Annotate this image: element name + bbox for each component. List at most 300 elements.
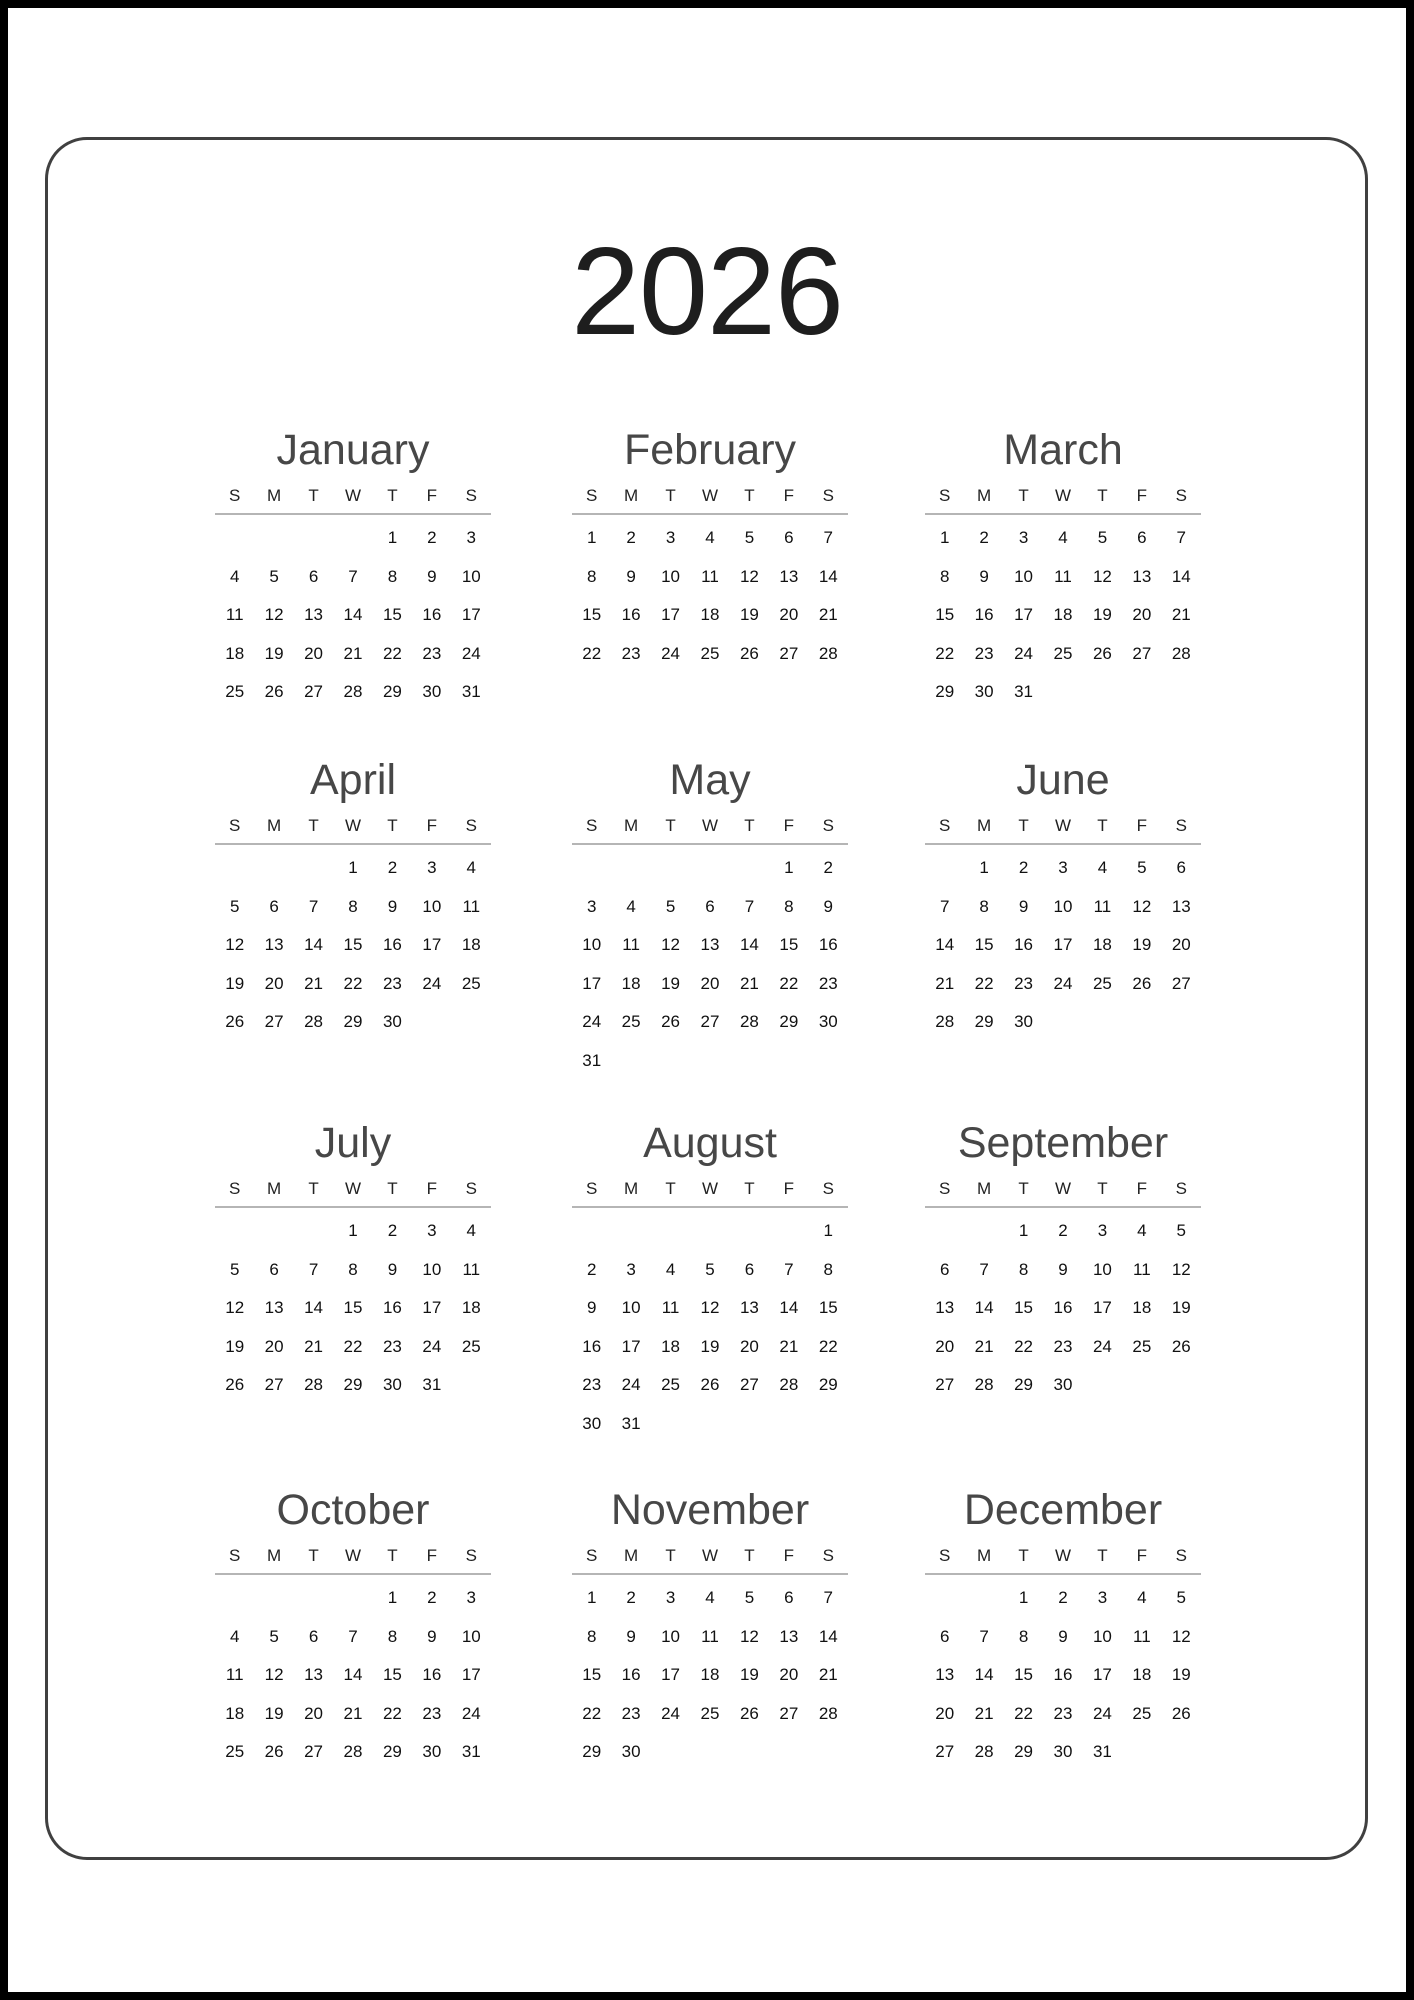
- day-cell: 16: [382, 1298, 402, 1318]
- day-grid: [215, 1208, 491, 1405]
- empty-day-cell: [254, 1579, 293, 1618]
- day-cell: 23: [818, 973, 838, 993]
- day-cell: 27: [304, 1742, 324, 1762]
- day-cell: 4: [665, 1259, 676, 1279]
- day-cell: 20: [935, 1703, 955, 1723]
- day-cell: 5: [269, 1626, 279, 1646]
- weekday-header-row: [572, 1539, 848, 1575]
- day-cell: 7: [979, 1259, 989, 1279]
- day-cell: 23: [422, 1703, 442, 1723]
- day-cell: 5: [1097, 528, 1108, 547]
- empty-day-cell: [651, 849, 690, 888]
- day-cell: 14: [343, 605, 363, 625]
- day-cell: 29: [1014, 1375, 1034, 1395]
- day-cell: 11: [225, 605, 244, 625]
- day-cell: 7: [823, 1588, 833, 1607]
- weekday-label: S: [586, 1179, 598, 1198]
- weekday-label: T: [665, 486, 676, 505]
- day-cell: 7: [348, 1626, 358, 1646]
- day-cell: 21: [343, 1703, 363, 1723]
- month-december: [925, 1485, 1201, 1772]
- day-cell: 15: [382, 605, 402, 625]
- day-cell: 11: [462, 1259, 481, 1279]
- weekday-label: F: [1136, 486, 1148, 505]
- weekday-label: F: [1136, 816, 1148, 835]
- empty-day-cell: [730, 849, 769, 888]
- day-cell: 7: [1176, 528, 1186, 547]
- month-january: [215, 425, 491, 712]
- weekday-header-row: [572, 809, 848, 845]
- day-grid: [925, 1208, 1201, 1405]
- day-cell: 8: [586, 1626, 597, 1646]
- weekday-label: S: [586, 486, 598, 505]
- month-title: February: [623, 426, 797, 474]
- day-cell: 19: [661, 973, 681, 993]
- weekday-label: S: [939, 816, 951, 835]
- weekday-header-row: [925, 479, 1201, 515]
- weekday-label: T: [1018, 486, 1029, 505]
- day-cell: 22: [1014, 1703, 1034, 1723]
- day-cell: 11: [1133, 1259, 1151, 1279]
- day-cell: 20: [264, 973, 284, 993]
- day-cell: 30: [818, 1012, 838, 1032]
- day-cell: 16: [621, 605, 641, 625]
- weekday-header-row: [215, 1539, 491, 1575]
- day-cell: 21: [818, 605, 838, 625]
- day-cell: 6: [784, 528, 794, 547]
- weekday-label: M: [624, 1179, 639, 1198]
- day-cell: 18: [621, 973, 641, 993]
- weekday-label: M: [977, 1546, 992, 1565]
- day-cell: 31: [461, 682, 481, 702]
- weekday-label: T: [1018, 1546, 1029, 1565]
- day-cell: 18: [700, 605, 720, 625]
- day-cell: 13: [264, 935, 284, 955]
- day-cell: 31: [1014, 682, 1034, 702]
- day-cell: 17: [1092, 1298, 1112, 1318]
- day-cell: 13: [304, 1665, 324, 1685]
- day-cell: 24: [461, 1703, 481, 1723]
- day-cell: 9: [427, 566, 437, 586]
- day-cell: 12: [739, 1626, 759, 1646]
- day-cell: 8: [387, 1626, 398, 1646]
- empty-day-cell: [690, 849, 729, 888]
- day-cell: 27: [935, 1375, 955, 1395]
- day-cell: 11: [1054, 566, 1072, 586]
- day-cell: 12: [1171, 1259, 1191, 1279]
- weekday-label: T: [1018, 1179, 1029, 1198]
- day-cell: 6: [744, 1259, 755, 1279]
- weekday-label: S: [586, 816, 598, 835]
- day-cell: 5: [229, 1259, 240, 1279]
- day-cell: 28: [974, 1375, 994, 1395]
- day-cell: 10: [1053, 896, 1073, 916]
- day-cell: 29: [343, 1012, 363, 1032]
- day-cell: 14: [779, 1298, 799, 1318]
- empty-day-cell: [611, 1212, 650, 1251]
- day-cell: 24: [461, 643, 481, 663]
- empty-day-cell: [925, 1579, 964, 1618]
- day-cell: 4: [626, 896, 636, 916]
- day-cell: 27: [779, 643, 799, 663]
- weekday-label: T: [1097, 816, 1108, 835]
- day-cell: 15: [1014, 1298, 1034, 1318]
- weekday-label: F: [783, 486, 795, 505]
- day-cell: 22: [382, 643, 402, 663]
- day-cell: 18: [1132, 1665, 1152, 1685]
- day-cell: 4: [1097, 858, 1108, 877]
- day-cell: 21: [935, 973, 955, 993]
- day-cell: 10: [461, 566, 481, 586]
- day-cell: 7: [744, 896, 755, 916]
- weekday-label: S: [939, 1546, 951, 1565]
- day-cell: 21: [974, 1703, 994, 1723]
- day-cell: 31: [1092, 1742, 1112, 1762]
- day-cell: 13: [935, 1665, 955, 1685]
- day-cell: 17: [661, 1665, 681, 1685]
- day-grid: [925, 845, 1201, 1042]
- day-cell: 19: [739, 605, 759, 625]
- month-march: [925, 425, 1201, 712]
- day-cell: 12: [225, 935, 245, 955]
- month-title: September: [957, 1119, 1169, 1167]
- weekday-label: T: [665, 1546, 676, 1565]
- day-cell: 4: [1137, 1588, 1147, 1607]
- weekday-label: F: [426, 486, 438, 505]
- weekday-label: S: [229, 1546, 241, 1565]
- day-cell: 22: [1014, 1336, 1034, 1356]
- day-cell: 16: [1053, 1298, 1073, 1318]
- day-cell: 19: [225, 1336, 245, 1356]
- day-cell: 15: [582, 605, 602, 625]
- weekday-label: W: [1054, 486, 1072, 505]
- day-cell: 21: [1171, 605, 1191, 625]
- day-cell: 29: [935, 682, 955, 702]
- day-cell: 19: [700, 1336, 720, 1356]
- day-cell: 16: [582, 1336, 602, 1356]
- day-cell: 15: [343, 1298, 363, 1318]
- day-cell: 8: [823, 1259, 833, 1279]
- day-cell: 9: [979, 566, 989, 586]
- month-title: December: [963, 1486, 1163, 1534]
- day-cell: 30: [422, 682, 442, 702]
- day-cell: 9: [823, 896, 833, 916]
- empty-day-cell: [294, 1212, 333, 1251]
- day-cell: 14: [304, 935, 324, 955]
- day-cell: 14: [818, 566, 838, 586]
- day-cell: 23: [621, 1703, 641, 1723]
- day-cell: 30: [582, 1413, 602, 1433]
- day-cell: 8: [979, 896, 989, 916]
- weekday-label: S: [465, 486, 477, 505]
- day-cell: 9: [626, 566, 636, 586]
- day-cell: 6: [308, 1626, 319, 1646]
- day-cell: 18: [1053, 605, 1073, 625]
- day-cell: 8: [348, 896, 358, 916]
- weekday-label: S: [1175, 1179, 1187, 1198]
- day-cell: 26: [739, 643, 759, 663]
- day-cell: 9: [1018, 896, 1029, 916]
- day-cell: 2: [387, 1221, 398, 1240]
- day-cell: 21: [818, 1665, 838, 1685]
- day-cell: 16: [621, 1665, 641, 1685]
- day-cell: 16: [1053, 1665, 1073, 1685]
- empty-day-cell: [215, 849, 254, 888]
- empty-day-cell: [215, 1212, 254, 1251]
- day-cell: 6: [269, 1259, 279, 1279]
- day-cell: 14: [974, 1665, 994, 1685]
- day-cell: 14: [818, 1626, 838, 1646]
- day-cell: 11: [622, 935, 640, 955]
- day-cell: 19: [1132, 935, 1152, 955]
- day-cell: 7: [979, 1626, 989, 1646]
- empty-day-cell: [333, 1579, 372, 1618]
- weekday-label: S: [939, 486, 951, 505]
- weekday-label: F: [783, 1546, 795, 1565]
- day-cell: 1: [348, 858, 358, 877]
- day-cell: 28: [343, 682, 363, 702]
- day-cell: 6: [1137, 528, 1147, 547]
- day-cell: 24: [1053, 973, 1073, 993]
- day-cell: 27: [1132, 643, 1152, 663]
- day-cell: 31: [582, 1050, 602, 1070]
- day-cell: 6: [784, 1588, 794, 1607]
- day-cell: 8: [586, 566, 597, 586]
- weekday-label: T: [665, 1179, 676, 1198]
- day-cell: 17: [422, 1298, 442, 1318]
- day-cell: 24: [661, 1703, 681, 1723]
- day-cell: 14: [343, 1665, 363, 1685]
- day-cell: 23: [382, 1336, 402, 1356]
- day-cell: 28: [818, 643, 838, 663]
- day-cell: 11: [1133, 1626, 1151, 1646]
- weekday-label: T: [387, 816, 398, 835]
- day-cell: 1: [387, 528, 398, 547]
- empty-day-cell: [294, 849, 333, 888]
- day-cell: 18: [461, 1298, 481, 1318]
- day-cell: 27: [264, 1375, 284, 1395]
- weekday-label: S: [465, 1179, 477, 1198]
- weekday-header-row: [572, 479, 848, 515]
- month-title: June: [1016, 756, 1110, 804]
- day-cell: 3: [466, 528, 476, 547]
- day-cell: 12: [739, 566, 759, 586]
- day-cell: 19: [264, 1703, 284, 1723]
- day-cell: 1: [1018, 1588, 1029, 1607]
- day-cell: 17: [661, 605, 681, 625]
- day-cell: 22: [779, 973, 799, 993]
- weekday-label: M: [267, 1179, 282, 1198]
- day-cell: 16: [422, 1665, 442, 1685]
- weekday-label: F: [426, 1546, 438, 1565]
- day-cell: 19: [1171, 1298, 1191, 1318]
- day-cell: 25: [661, 1375, 681, 1395]
- day-cell: 2: [427, 1588, 437, 1607]
- weekday-label: W: [344, 816, 362, 835]
- day-cell: 16: [974, 605, 994, 625]
- day-cell: 30: [974, 682, 994, 702]
- day-cell: 25: [461, 973, 481, 993]
- day-cell: 26: [1171, 1703, 1191, 1723]
- weekday-header-row: [925, 1172, 1201, 1208]
- day-cell: 3: [427, 1221, 437, 1240]
- weekday-label: S: [1175, 816, 1187, 835]
- weekday-label: T: [744, 1179, 755, 1198]
- day-cell: 5: [665, 896, 676, 916]
- day-cell: 20: [935, 1336, 955, 1356]
- day-cell: 21: [974, 1336, 994, 1356]
- day-cell: 27: [739, 1375, 759, 1395]
- day-cell: 6: [939, 1626, 950, 1646]
- day-cell: 28: [974, 1742, 994, 1762]
- day-cell: 15: [935, 605, 955, 625]
- day-cell: 1: [586, 1588, 597, 1607]
- day-cell: 10: [1092, 1626, 1112, 1646]
- day-cell: 16: [382, 935, 402, 955]
- day-cell: 31: [621, 1413, 641, 1433]
- weekday-label: F: [783, 816, 795, 835]
- weekday-label: S: [1175, 1546, 1187, 1565]
- weekday-label: T: [744, 1546, 755, 1565]
- day-cell: 12: [700, 1298, 720, 1318]
- day-cell: 29: [974, 1012, 994, 1032]
- day-cell: 22: [582, 1703, 602, 1723]
- day-cell: 3: [427, 858, 437, 877]
- day-cell: 28: [304, 1375, 324, 1395]
- day-cell: 19: [264, 643, 284, 663]
- day-cell: 10: [661, 1626, 681, 1646]
- day-cell: 4: [466, 858, 476, 877]
- weekday-label: F: [1136, 1179, 1148, 1198]
- day-cell: 17: [582, 973, 602, 993]
- month-june: [925, 755, 1201, 1042]
- month-november: [572, 1485, 848, 1772]
- weekday-label: S: [465, 1546, 477, 1565]
- weekday-label: S: [586, 1546, 598, 1565]
- day-cell: 4: [1137, 1221, 1147, 1240]
- day-cell: 12: [264, 605, 284, 625]
- day-cell: 25: [1132, 1336, 1152, 1356]
- weekday-label: S: [229, 1179, 241, 1198]
- empty-day-cell: [925, 1212, 964, 1251]
- day-cell: 5: [1176, 1588, 1186, 1607]
- day-cell: 16: [422, 605, 442, 625]
- weekday-label: T: [387, 486, 398, 505]
- day-cell: 30: [1014, 1012, 1034, 1032]
- day-grid: [572, 1575, 848, 1772]
- day-cell: 6: [705, 896, 715, 916]
- weekday-label: W: [344, 1546, 362, 1565]
- day-cell: 15: [582, 1665, 602, 1685]
- month-august: [572, 1118, 848, 1444]
- day-cell: 31: [461, 1742, 481, 1762]
- day-cell: 18: [700, 1665, 720, 1685]
- day-cell: 13: [935, 1298, 955, 1318]
- weekday-label: M: [977, 486, 992, 505]
- day-cell: 6: [1176, 858, 1186, 877]
- day-cell: 2: [427, 528, 437, 547]
- month-title: May: [669, 756, 751, 804]
- day-cell: 7: [308, 896, 319, 916]
- day-cell: 12: [661, 935, 681, 955]
- day-grid: [215, 1575, 491, 1772]
- weekday-label: M: [267, 816, 282, 835]
- day-grid: [572, 515, 848, 673]
- day-cell: 26: [1171, 1336, 1191, 1356]
- day-cell: 4: [466, 1221, 476, 1240]
- day-cell: 7: [823, 528, 833, 547]
- day-cell: 28: [739, 1012, 759, 1032]
- day-cell: 11: [701, 566, 719, 586]
- day-cell: 6: [308, 566, 319, 586]
- day-cell: 13: [739, 1298, 759, 1318]
- day-cell: 16: [818, 935, 838, 955]
- day-cell: 10: [422, 1259, 442, 1279]
- day-cell: 23: [422, 643, 442, 663]
- day-cell: 5: [744, 528, 755, 547]
- weekday-label: F: [426, 816, 438, 835]
- day-cell: 21: [739, 973, 759, 993]
- month-title: April: [309, 756, 397, 804]
- day-grid: [925, 515, 1201, 712]
- day-cell: 2: [626, 1588, 636, 1607]
- day-cell: 29: [582, 1742, 602, 1762]
- weekday-label: T: [1097, 486, 1108, 505]
- day-cell: 10: [621, 1298, 641, 1318]
- day-cell: 12: [264, 1665, 284, 1685]
- day-cell: 16: [1014, 935, 1034, 955]
- weekday-label: M: [267, 486, 282, 505]
- month-july: [215, 1118, 491, 1405]
- day-cell: 28: [304, 1012, 324, 1032]
- day-cell: 28: [935, 1012, 955, 1032]
- weekday-label: W: [701, 486, 719, 505]
- day-cell: 3: [1097, 1588, 1108, 1607]
- empty-day-cell: [215, 1579, 254, 1618]
- day-cell: 26: [661, 1012, 681, 1032]
- day-cell: 29: [1014, 1742, 1034, 1762]
- empty-day-cell: [294, 1579, 333, 1618]
- day-cell: 3: [1018, 528, 1029, 547]
- day-cell: 17: [1092, 1665, 1112, 1685]
- day-cell: 15: [818, 1298, 838, 1318]
- day-cell: 7: [348, 566, 358, 586]
- weekday-label: S: [822, 486, 834, 505]
- day-cell: 27: [935, 1742, 955, 1762]
- day-cell: 19: [225, 973, 245, 993]
- empty-day-cell: [651, 1212, 690, 1251]
- month-april: [215, 755, 491, 1042]
- day-cell: 6: [269, 896, 279, 916]
- day-cell: 17: [621, 1336, 641, 1356]
- day-grid: [215, 515, 491, 712]
- day-cell: 10: [461, 1626, 481, 1646]
- day-cell: 9: [1058, 1626, 1068, 1646]
- weekday-label: S: [822, 1546, 834, 1565]
- empty-day-cell: [333, 519, 372, 558]
- day-cell: 24: [1014, 643, 1034, 663]
- day-cell: 25: [700, 643, 720, 663]
- weekday-label: M: [624, 486, 639, 505]
- day-cell: 17: [461, 605, 481, 625]
- day-cell: 17: [422, 935, 442, 955]
- month-september: [925, 1118, 1201, 1405]
- day-cell: 30: [621, 1742, 641, 1762]
- day-cell: 8: [348, 1259, 358, 1279]
- day-cell: 23: [1014, 973, 1034, 993]
- weekday-label: M: [624, 1546, 639, 1565]
- day-cell: 1: [784, 858, 794, 877]
